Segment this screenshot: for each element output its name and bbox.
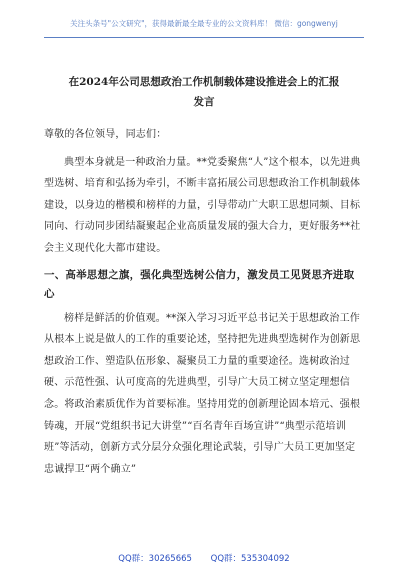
document-body: [44, 124, 364, 480]
header-divider: [44, 37, 364, 38]
salutation: 尊敬的各位领导，同志们：: [44, 129, 167, 140]
header-banner: 关注头条号"公文研究"，获得最新最全最专业的公文资料库！ 微信：gongwenyj: [70, 19, 338, 28]
document-title: [44, 72, 364, 112]
paragraph-section-1: 榜样是鲜活的价值观。**深入学习习近平总书记关于思想政治工作从根本上说是做人的工作的重要论述，坚持把先进典型选树作为创新思想政治工作、塑造队伍形象、凝聚员工力量的重要途径。选树政治过硬、示范性强、认可度高的先进典型，引导广大员工树立坚定理想信念。将政治素质优作为首要标准。坚持用党的创新理论固本培元、强根铸魂，开展“党组织书记大讲堂”“百名青年百场宣讲”“典型示范培训班”等活动，创新方式分层分众强化理论武装，引导广大员工更加坚定忠诚捍卫“两个确立”: [44, 312, 361, 475]
footer-qq-group-1: QQ群：30265665: [118, 554, 192, 564]
title-line-1: 在2024年公司思想政治工作机制载体建设推进会上的汇报: [68, 76, 340, 88]
paragraph-intro: 典型本身就是一种政治力量。**党委聚焦“人”这个根本，以先进典型选树、培育和弘扬为牵引，不断丰富拓展公司思想政治工作机制载体建设，以身边的楷模和榜样的力量，引导带动广大职工思想同频、目标同向、行动同步团结凝聚起企业高质量发展的强大合力，更好服务**社会主义现代化大都市建设。: [44, 156, 361, 254]
section-heading-1: 一、高举思想之旗，强化典型选树公信力，激发员工见贤思齐进取心: [44, 268, 355, 300]
footer-qq-group-2: QQ群：535304092: [210, 554, 290, 564]
footer: [0, 552, 408, 564]
title-line-2: 发言: [193, 96, 215, 108]
